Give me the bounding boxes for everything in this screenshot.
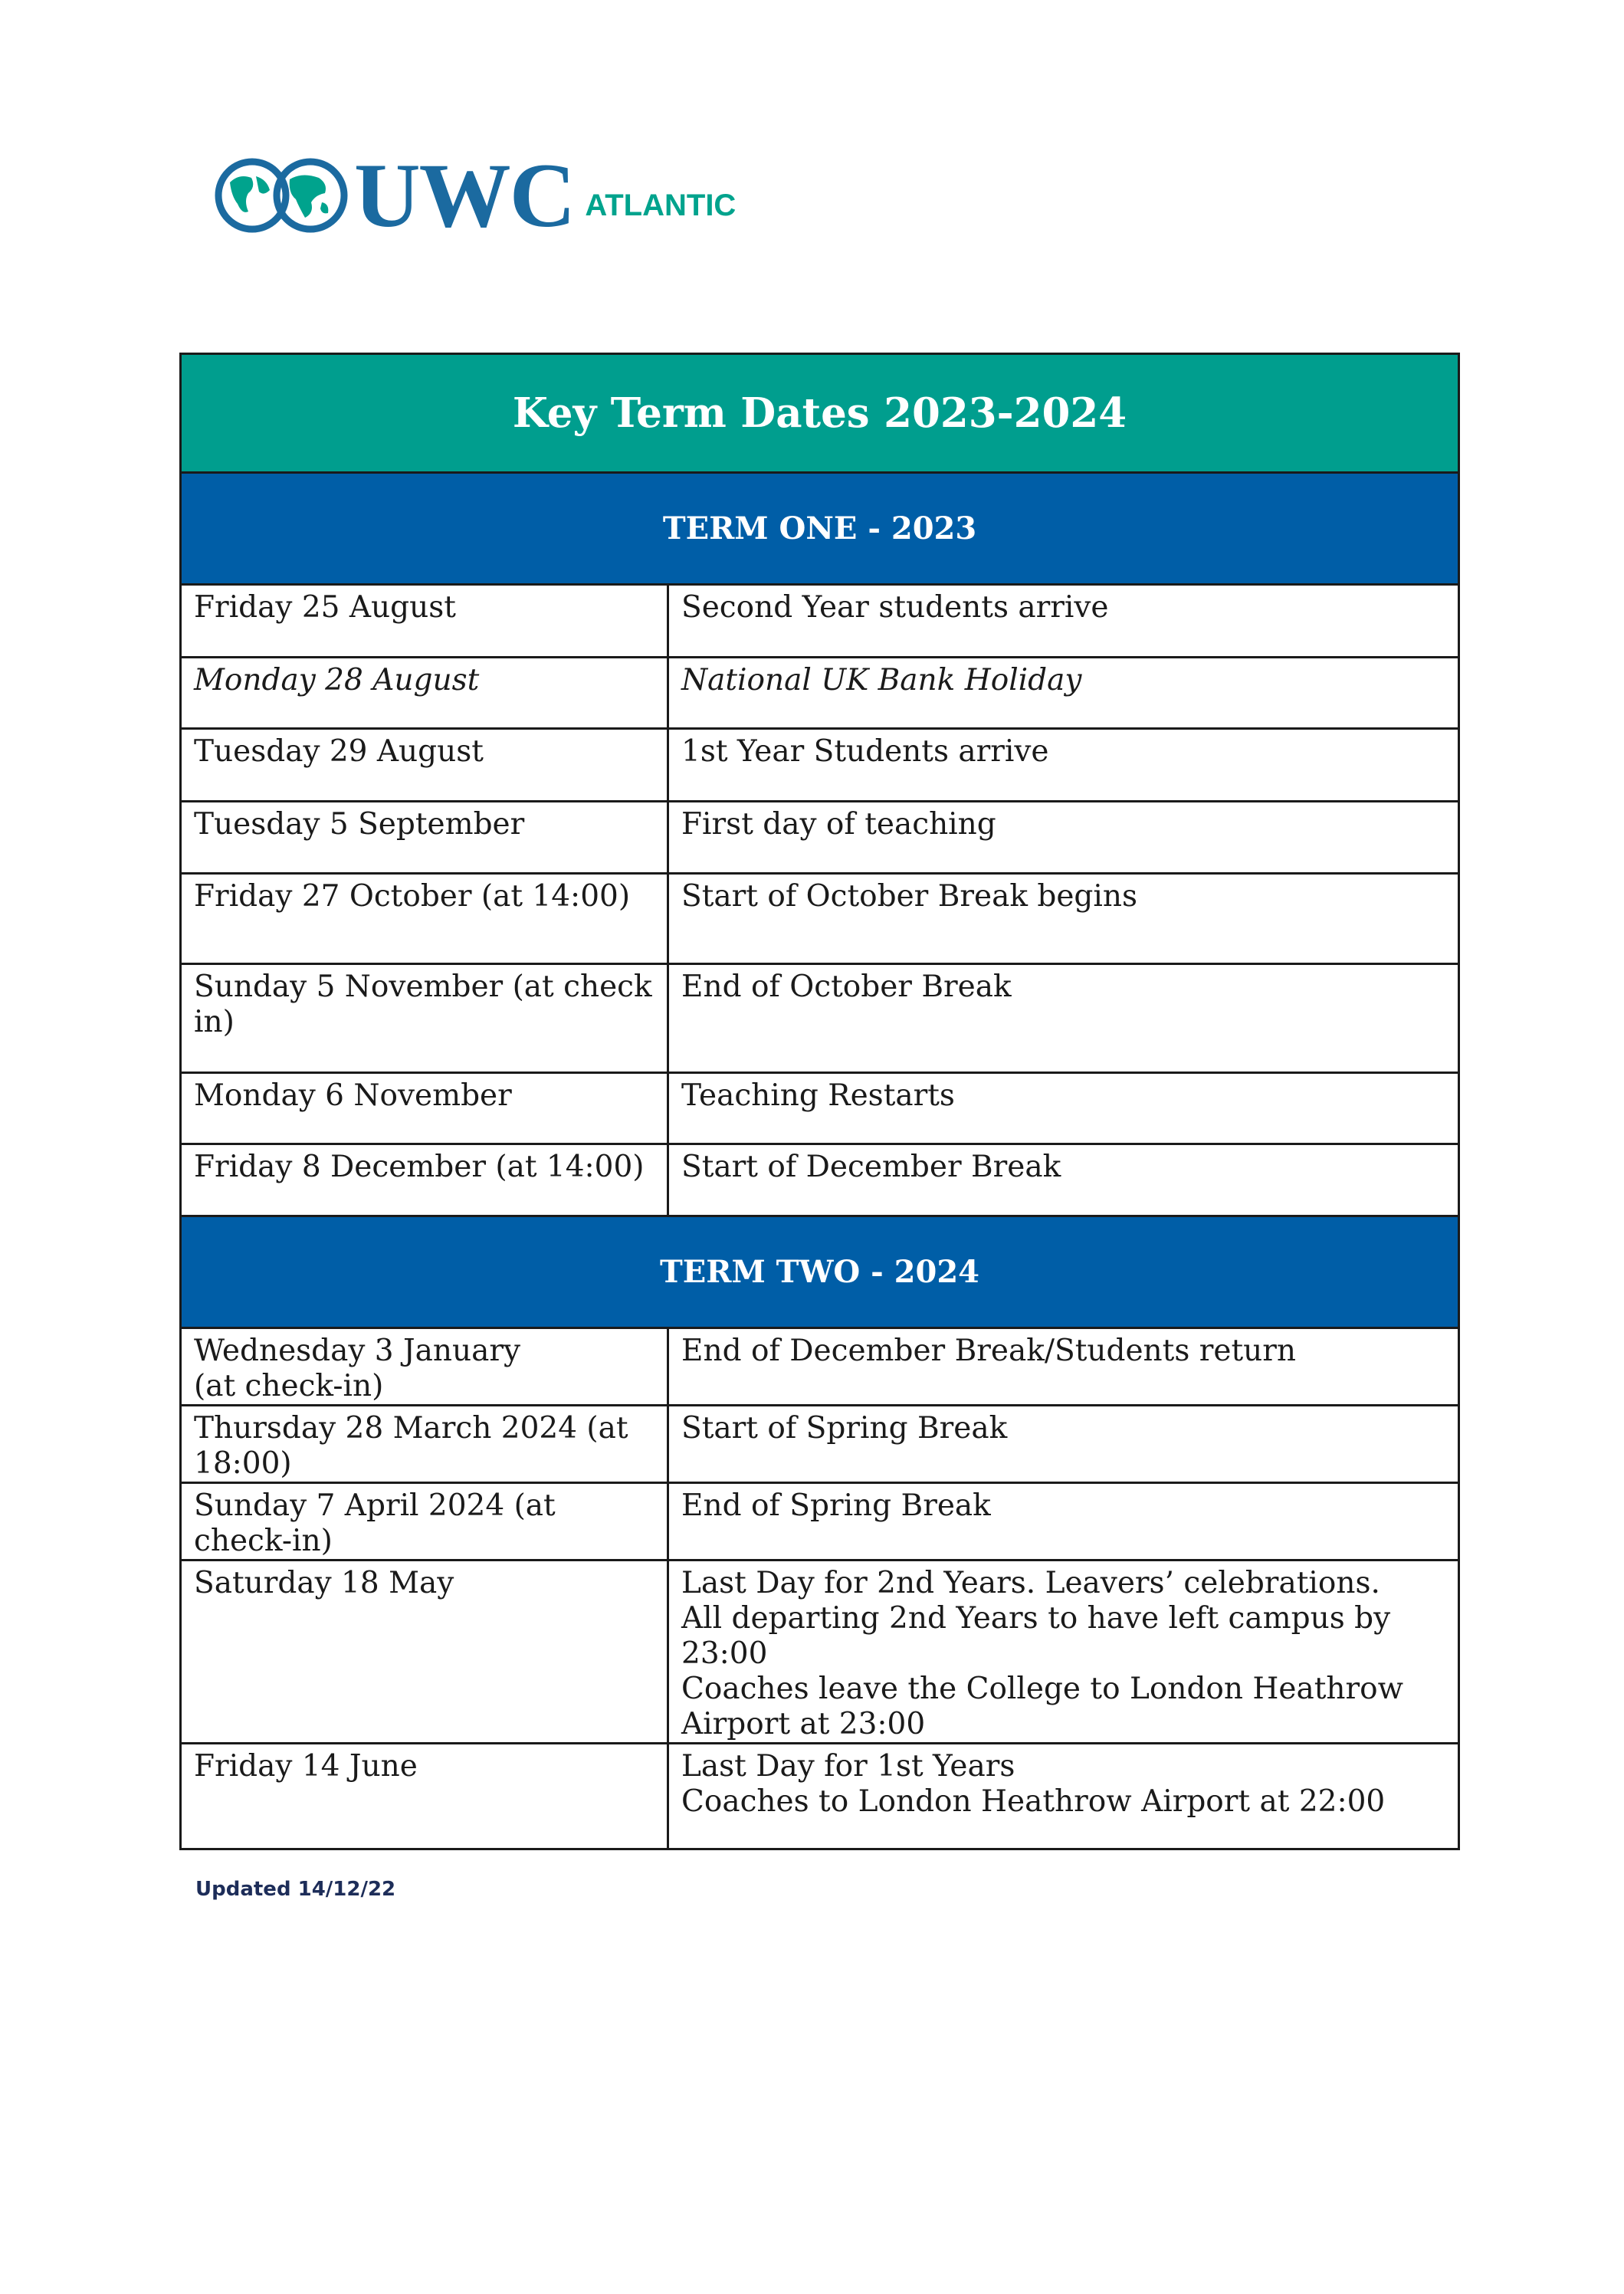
table-row <box>181 802 1459 874</box>
table-row <box>181 1561 1459 1744</box>
term-dates-table <box>179 353 1460 1850</box>
date-cell: Saturday 18 May <box>181 1561 668 1744</box>
event-cell: First day of teaching <box>668 802 1459 874</box>
table-row <box>181 585 1459 658</box>
table-row <box>181 1328 1459 1406</box>
date-cell: Friday 8 December (at 14:00) <box>181 1144 668 1216</box>
date-cell: Thursday 28 March 2024 (at 18:00) <box>181 1406 668 1483</box>
date-cell: Friday 27 October (at 14:00) <box>181 874 668 964</box>
table-row <box>181 1406 1459 1483</box>
date-cell: Wednesday 3 January (at check-in) <box>181 1328 668 1406</box>
date-cell: Sunday 7 April 2024 (at check-in) <box>181 1483 668 1561</box>
table-row <box>181 1073 1459 1144</box>
event-cell: End of Spring Break <box>668 1483 1459 1561</box>
table-row <box>181 1744 1459 1849</box>
uwc-atlantic-logo <box>213 144 737 246</box>
event-cell: National UK Bank Holiday <box>668 658 1459 729</box>
date-cell: Tuesday 29 August <box>181 729 668 802</box>
logo-wordmark: UWC <box>354 144 575 246</box>
event-cell: Start of Spring Break <box>668 1406 1459 1483</box>
event-cell: End of October Break <box>668 964 1459 1073</box>
logo-subtitle: ATLANTIC <box>585 188 737 222</box>
term-heading: TERM TWO - 2024 <box>181 1216 1459 1328</box>
event-cell: Last Day for 2nd Years. Leavers’ celebrations. All departing 2nd Years to have left campus by 23:00 Coaches leave the College to London Heathrow Airport at 23:00 <box>668 1561 1459 1744</box>
globe-rings-icon <box>213 156 349 235</box>
date-cell: Friday 25 August <box>181 585 668 658</box>
table-row <box>181 1483 1459 1561</box>
date-cell: Monday 28 August <box>181 658 668 729</box>
term-heading: TERM ONE - 2023 <box>181 473 1459 585</box>
event-cell: Start of December Break <box>668 1144 1459 1216</box>
updated-note: Updated 14/12/22 <box>195 1878 396 1901</box>
table-row <box>181 729 1459 802</box>
event-cell: Teaching Restarts <box>668 1073 1459 1144</box>
event-cell: Second Year students arrive <box>668 585 1459 658</box>
event-cell: End of December Break/Students return <box>668 1328 1459 1406</box>
table-title-row <box>181 354 1459 473</box>
table-title: Key Term Dates 2023-2024 <box>181 354 1459 473</box>
event-cell: Start of October Break begins <box>668 874 1459 964</box>
date-cell: Monday 6 November <box>181 1073 668 1144</box>
event-cell: 1st Year Students arrive <box>668 729 1459 802</box>
term-heading-row <box>181 1216 1459 1328</box>
term-heading-row <box>181 473 1459 585</box>
date-cell: Sunday 5 November (at check in) <box>181 964 668 1073</box>
table-row <box>181 874 1459 964</box>
date-cell: Friday 14 June <box>181 1744 668 1849</box>
table-row <box>181 1144 1459 1216</box>
date-cell: Tuesday 5 September <box>181 802 668 874</box>
table-row <box>181 964 1459 1073</box>
table-row <box>181 658 1459 729</box>
event-cell: Last Day for 1st Years Coaches to London Heathrow Airport at 22:00 <box>668 1744 1459 1849</box>
